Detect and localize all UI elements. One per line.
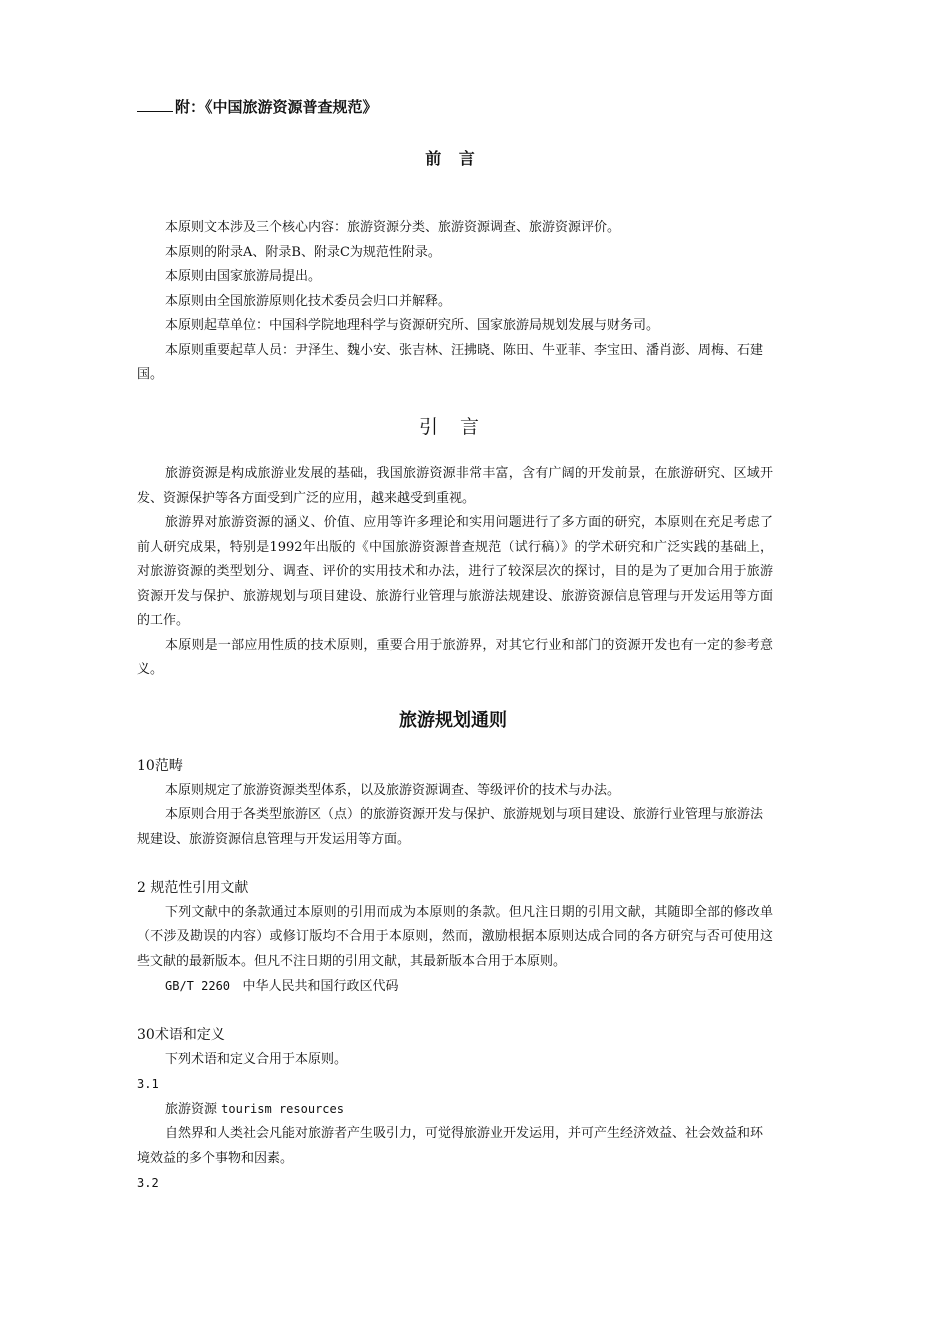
reference-code: GB/T 2260 <box>165 979 231 993</box>
section-terms <box>137 1023 773 1196</box>
section-paragraph: 下列术语和定义合用于本原则。 <box>165 1051 348 1067</box>
section-heading: 30术语和定义 <box>137 1027 225 1043</box>
section-scope <box>137 754 773 852</box>
preface-paragraph: 本原则重要起草人员：尹泽生、魏小安、张吉林、汪拂晓、陈田、牛亚菲、李宝田、潘肖澎、周梅、石建国。 <box>137 342 764 382</box>
preface-paragraph: 本原则起草单位：中国科学院地理科学与资源研究所、国家旅游局规划发展与财务司。 <box>165 318 660 333</box>
preface-paragraph: 本原则的附录A、附录B、附录C为规范性附录。 <box>165 244 441 260</box>
intro-title: 引 言 <box>418 416 488 438</box>
section-paragraph: 本原则规定了旅游资源类型体系，以及旅游资源调查、等级评价的技术与办法。 <box>165 782 621 798</box>
term-entry <box>137 1097 773 1123</box>
intro-paragraph: 本原则是一部应用性质的技术原则，重要合用于旅游界，对其它行业和部门的资源开发也有一定的参考意义。 <box>137 637 773 677</box>
intro-body <box>137 462 773 683</box>
reference-entry <box>137 974 773 1000</box>
intro-paragraph: 旅游界对旅游资源的涵义、价值、应用等许多理论和实用问题进行了多方面的研究，本原则在充足考虑了前人研究成果，特别是1992年出版的《中国旅游资源普查规范（试行稿）》的学术研究和广泛实践的基础上，对旅游资源的类型划分、调查、评价的实用技术和办法，进行了较深层次的探讨，目的是为了更加合用于旅游资源开发与保护、旅游规划与项目建设、旅游行业管理与旅游法规建设、旅游资源信息管理与开发运用等方面的工作。 <box>137 515 773 628</box>
reference-title: 中华人民共和国行政区代码 <box>242 979 399 994</box>
clause-number: 3.2 <box>137 1176 159 1190</box>
preface-title: 前 言 <box>425 149 481 168</box>
section-heading: 2 规范性引用文献 <box>137 880 249 896</box>
preface-paragraph: 本原则由国家旅游局提出。 <box>165 269 322 284</box>
header-underline <box>137 99 173 112</box>
preface-body <box>137 216 773 388</box>
section-paragraph: 下列文献中的条款通过本原则的引用而成为本原则的条款。但凡注日期的引用文献，其随即全部的修改单（不涉及勘误的内容）或修订版均不合用于本原则，然而，激励根据本原则达成合同的各方研究与否可使用这些文献的最新版本。但凡不注日期的引用文献，其最新版本合用于本原则。 <box>137 904 773 969</box>
intro-paragraph: 旅游资源是构成旅游业发展的基础，我国旅游资源非常丰富，含有广阔的开发前景，在旅游研究、区域开发、资源保护等各方面受到广泛的应用，越来越受到重视。 <box>137 466 773 506</box>
clause-number: 3.1 <box>137 1077 159 1091</box>
header-text: 附：《中国旅游资源普查规范》 <box>175 98 378 116</box>
term-english: tourism resources <box>221 1101 344 1116</box>
section-references <box>137 876 773 1000</box>
term-chinese: 旅游资源 <box>165 1101 218 1117</box>
appendix-header <box>137 96 378 117</box>
preface-paragraph: 本原则由全国旅游原则化技术委员会归口并解释。 <box>165 293 452 309</box>
section-paragraph: 本原则合用于各类型旅游区（点）的旅游资源开发与保护、旅游规划与项目建设、旅游行业管理与旅游法规建设、旅游资源信息管理与开发运用等方面。 <box>137 807 764 847</box>
preface-paragraph: 本原则文本涉及三个核心内容：旅游资源分类、旅游资源调查、旅游资源评价。 <box>165 220 621 235</box>
term-definition: 自然界和人类社会凡能对旅游者产生吸引力，可觉得旅游业开发运用，并可产生经济效益、社会效益和环境效益的多个事物和因素。 <box>137 1126 764 1166</box>
section-heading: 10范畴 <box>137 758 183 774</box>
general-title: 旅游规划通则 <box>399 710 507 731</box>
